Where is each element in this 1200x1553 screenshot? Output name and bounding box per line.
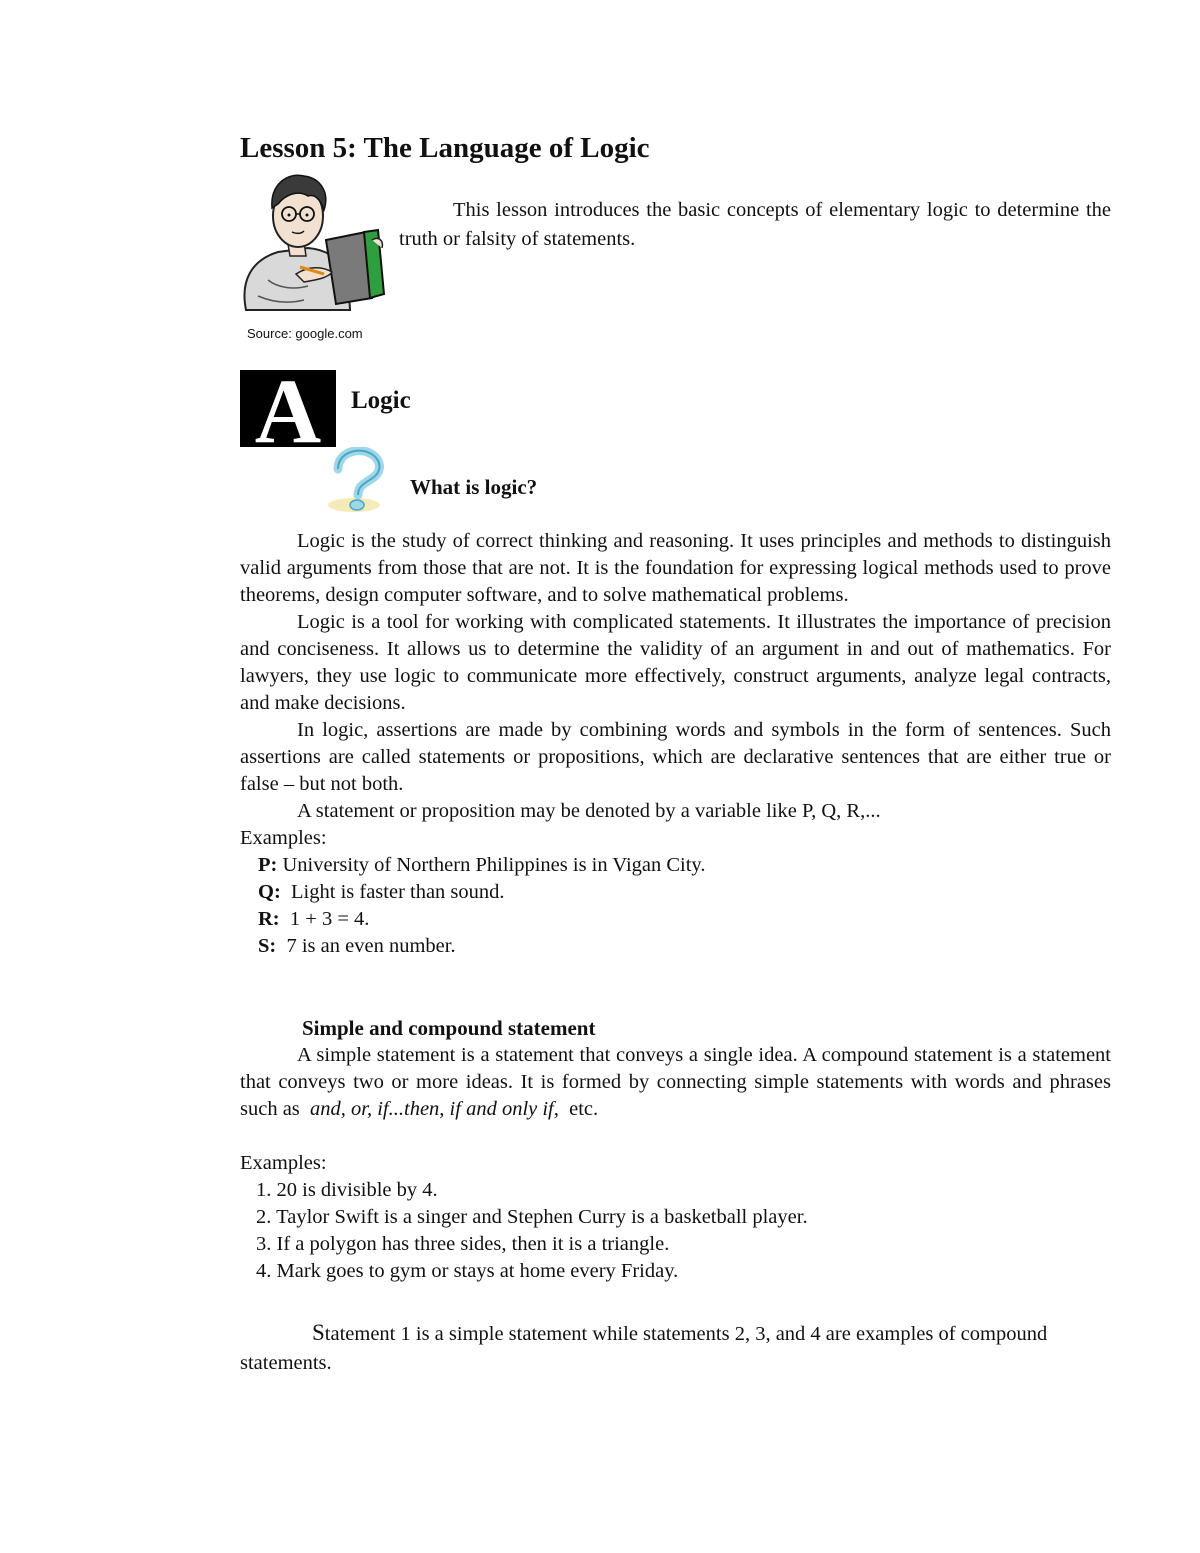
example-text: University of Northern Philippines is in Vigan City.: [282, 854, 706, 876]
compound-text-before: A simple statement is a statement that conveys a single idea. A compound statement is a statement that conveys two or more ideas. It is formed by connecting simple statements with words and phrases such as: [240, 1044, 1111, 1120]
simple-compound-heading: Simple and compound statement: [302, 1016, 596, 1040]
list-item: [240, 852, 1111, 879]
list-item: 2. Taylor Swift is a singer and Stephen Curry is a basketball player.: [256, 1206, 808, 1228]
example-variable: Q:: [258, 881, 281, 903]
list-item: [240, 933, 1111, 960]
student-clipboard-illustration: [238, 170, 386, 316]
logic-explanation: [240, 528, 1111, 960]
paragraph-tool: Logic is a tool for working with complicated statements. It illustrates the importance of precision and conciseness. It allows us to determine the validity of an argument in and out of mathematics. For lawyers, they use logic to communicate more effectively, construct arguments, analyze legal contracts, and make decisions.: [240, 611, 1111, 714]
conclusion-paragraph: [240, 1318, 1111, 1378]
list-item: 4. Mark goes to gym or stays at home every Friday.: [256, 1260, 679, 1282]
section-letter-box: [240, 370, 336, 447]
paragraph-variables: A statement or proposition may be denoted by a variable like P, Q, R,...: [297, 800, 881, 822]
paragraph-simple-compound: [240, 1042, 1111, 1123]
lesson-intro: This lesson introduces the basic concepts of elementary logic to determine the truth or falsity of statements.: [399, 199, 1111, 250]
svg-text:A: A: [254, 370, 322, 447]
question-heading: What is logic?: [410, 475, 538, 499]
examples-label: Examples:: [240, 827, 327, 849]
compound-text-after: etc.: [569, 1098, 599, 1120]
lesson-title: Lesson 5: The Language of Logic: [240, 132, 650, 164]
paragraph-assertions: In logic, assertions are made by combining words and symbols in the form of sentences. Such assertions are called statements or propositions, which are declarative sentences that are either true or false – but not both.: [240, 719, 1111, 795]
paragraph-definition: Logic is the study of correct thinking and reasoning. It uses principles and methods to distinguish valid arguments from those that are not. It is the foundation for expressing logical methods used to prove theorems, design computer software, and to solve mathematical problems.: [240, 530, 1111, 606]
conclusion-text: tatement 1 is a simple statement while statements 2, 3, and 4 are examples of compound statements.: [240, 1323, 1048, 1374]
section-letter-glyph: [240, 370, 336, 447]
proposition-examples-list: [240, 852, 1111, 960]
example-text: 7 is an even number.: [286, 935, 456, 957]
example-text: Light is faster than sound.: [291, 881, 505, 903]
section-heading: Logic: [351, 387, 411, 414]
list-item: [240, 879, 1111, 906]
list-item: [240, 906, 1111, 933]
image-source-caption: Source: google.com: [247, 326, 363, 341]
compound-connectors: and, or, if...then, if and only if,: [310, 1098, 559, 1120]
question-mark-icon: [320, 447, 392, 515]
example-variable: R:: [258, 908, 280, 930]
examples-label: Examples:: [240, 1152, 327, 1174]
compound-examples: [240, 1150, 1111, 1285]
example-variable: S:: [258, 935, 277, 957]
list-item: 1. 20 is divisible by 4.: [256, 1179, 438, 1201]
simple-compound-explanation: [240, 1042, 1111, 1123]
conclusion-first-letter: S: [312, 1320, 325, 1345]
example-variable: P:: [258, 854, 278, 876]
example-text: 1 + 3 = 4.: [289, 908, 370, 930]
list-item: 3. If a polygon has three sides, then it is a triangle.: [256, 1233, 670, 1255]
numbered-examples-list: [240, 1177, 1111, 1285]
